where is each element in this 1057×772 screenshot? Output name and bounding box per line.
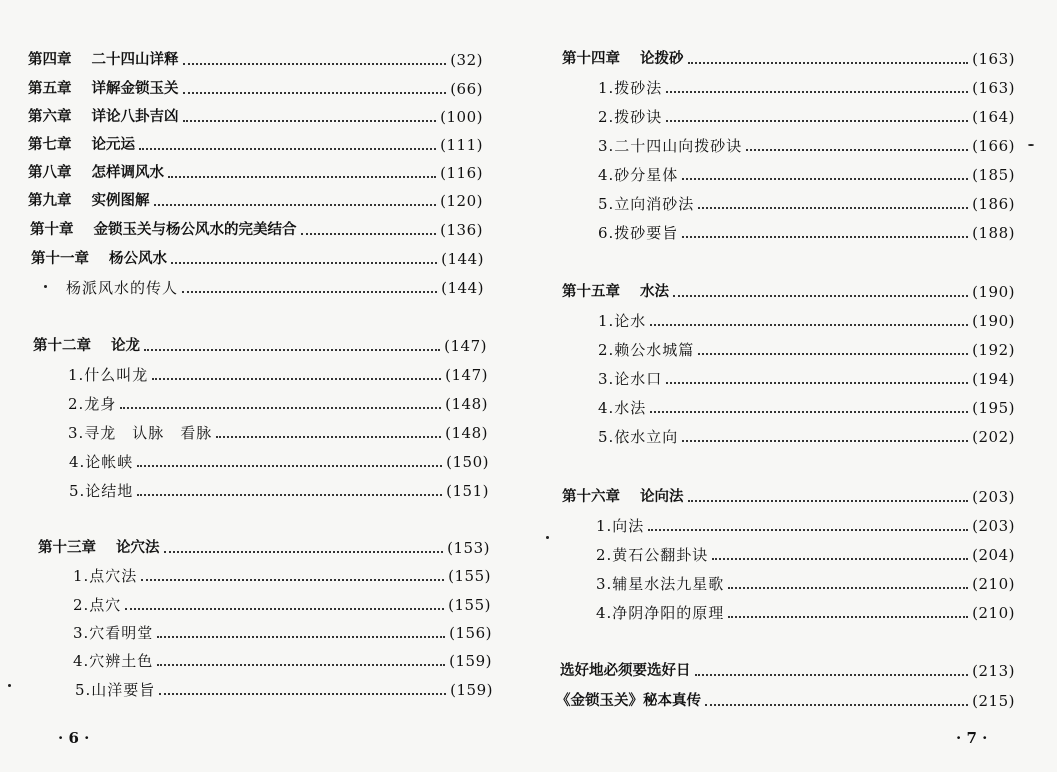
chapter-number: 第九章	[28, 193, 72, 209]
toc-subentry	[598, 130, 1015, 156]
page-number: (190)	[972, 312, 1015, 330]
scan-speck	[44, 285, 47, 288]
subentry-title: 5.立向消砂法	[598, 195, 695, 213]
subentry-title: 1.向法	[596, 517, 645, 535]
subentry-title: 2.龙身	[68, 395, 117, 413]
dot-leader	[137, 465, 442, 467]
page-number: (120)	[440, 192, 483, 210]
page-number: (210)	[972, 604, 1015, 622]
page-number: (204)	[972, 546, 1015, 564]
chapter-number: 第十三章	[38, 540, 96, 556]
chapter-number: 第五章	[28, 81, 72, 97]
toc-entry	[28, 185, 483, 211]
page-number: (136)	[440, 221, 483, 239]
chapter-title: 金锁玉关与杨公风水的完美结合	[93, 222, 297, 238]
subentry-title: 1.点穴法	[73, 567, 138, 585]
subentry-title: 1.论水	[598, 312, 647, 330]
chapter-title: 论龙	[111, 338, 140, 354]
dot-leader	[648, 529, 968, 531]
dot-leader	[144, 349, 440, 351]
page-number: (163)	[972, 79, 1015, 97]
subentry-title: 3.寻龙 认脉 看脉	[68, 424, 213, 442]
subentry-title: 2.拨砂诀	[598, 108, 663, 126]
page-number: (192)	[972, 341, 1015, 359]
toc-entry	[562, 43, 1015, 69]
page-number: (147)	[445, 366, 488, 384]
toc-entry	[560, 655, 1015, 681]
dot-leader	[688, 62, 969, 64]
toc-entry	[33, 330, 487, 356]
dot-leader	[171, 262, 437, 264]
toc-subentry	[75, 674, 493, 700]
page-number: (148)	[445, 424, 488, 442]
page-number: (151)	[446, 482, 489, 500]
page-number: (195)	[972, 399, 1015, 417]
chapter-title: 选好地必须要选好日	[560, 663, 691, 679]
subentry-title: 3.论水口	[598, 370, 663, 388]
chapter-number: 第十六章	[562, 489, 620, 505]
chapter-number: 第十四章	[562, 51, 620, 67]
chapter-title: 杨公风水	[109, 251, 167, 267]
page-number: (155)	[448, 596, 491, 614]
chapter-number: 第十五章	[562, 284, 620, 300]
right-page	[528, 0, 1057, 772]
subentry-title: 2.赖公水城篇	[598, 341, 695, 359]
toc-entry	[31, 243, 484, 269]
page-number: (194)	[972, 370, 1015, 388]
chapter-number: 第十一章	[31, 251, 89, 267]
page-number: (213)	[972, 662, 1015, 680]
dot-leader	[650, 324, 968, 326]
dot-leader	[301, 233, 437, 235]
dot-leader	[157, 664, 445, 666]
page-folio: · 6 ·	[58, 729, 90, 747]
toc-subentry	[598, 101, 1015, 127]
page-number: (185)	[972, 166, 1015, 184]
dot-leader	[182, 291, 437, 293]
dot-leader	[164, 551, 444, 553]
chapter-number: 第十二章	[33, 338, 91, 354]
toc-entry	[28, 44, 483, 70]
subentry-title: 2.黄石公翻卦诀	[596, 546, 709, 564]
page-number: (153)	[447, 539, 490, 557]
chapter-number: 第四章	[28, 52, 72, 68]
toc-subentry	[66, 272, 484, 298]
toc-subentry	[596, 539, 1015, 565]
dot-leader	[682, 178, 968, 180]
toc-subentry	[596, 568, 1015, 594]
dot-leader	[698, 353, 968, 355]
toc-entry	[28, 157, 483, 183]
subentry-title: 2.点穴	[73, 596, 122, 614]
subentry-title: 4.净阴净阳的原理	[596, 604, 725, 622]
chapter-title: 二十四山详释	[91, 52, 179, 68]
page-number: (202)	[972, 428, 1015, 446]
dot-leader	[137, 494, 442, 496]
page-number: (32)	[450, 51, 483, 69]
toc-subentry	[73, 589, 491, 615]
dot-leader	[712, 558, 968, 560]
dot-leader	[183, 92, 447, 94]
scan-speck	[8, 684, 11, 687]
subentry-title: 5.依水立向	[598, 428, 679, 446]
subentry-title: 4.砂分星体	[598, 166, 679, 184]
dot-leader	[157, 636, 445, 638]
chapter-number: 第十章	[30, 222, 74, 238]
page-folio: · 7 ·	[956, 729, 988, 747]
toc-subentry	[598, 392, 1015, 418]
toc-subentry	[68, 417, 488, 443]
toc-subentry	[596, 597, 1015, 623]
chapter-title: 怎样调风水	[91, 165, 164, 181]
page-number: (144)	[441, 250, 484, 268]
toc-subentry	[596, 510, 1015, 536]
dot-leader	[673, 295, 968, 297]
subentry-title: 6.拨砂要旨	[598, 224, 679, 242]
page-number: (150)	[446, 453, 489, 471]
subentry-title: 4.论帐峡	[69, 453, 134, 471]
chapter-title: 实例图解	[91, 193, 150, 209]
dot-leader	[120, 407, 441, 409]
page-number: (163)	[972, 50, 1015, 68]
chapter-title: 论穴法	[116, 540, 160, 556]
dot-leader	[666, 91, 968, 93]
subentry-title: 1.什么叫龙	[68, 366, 149, 384]
toc-subentry	[598, 188, 1015, 214]
chapter-title: 论拨砂	[640, 51, 684, 67]
page-number: (159)	[450, 681, 493, 699]
dot-leader	[152, 378, 441, 380]
chapter-title: 论元运	[91, 137, 135, 153]
dot-leader	[168, 176, 436, 178]
toc-entry	[28, 101, 483, 127]
toc-entry	[556, 685, 1015, 711]
dot-leader	[183, 120, 437, 122]
chapter-title: 论向法	[640, 489, 684, 505]
page-number: (100)	[440, 108, 483, 126]
left-page	[0, 0, 528, 772]
subentry-title: 3.二十四山向拨砂诀	[598, 137, 743, 155]
toc-subentry	[69, 446, 489, 472]
chapter-title: 水法	[640, 284, 669, 300]
toc-subentry	[598, 421, 1015, 447]
dot-leader	[728, 616, 968, 618]
dot-leader	[682, 440, 968, 442]
dot-leader	[728, 587, 968, 589]
subentry-title: 5.山洋要旨	[75, 681, 156, 699]
subentry-title: 4.穴辨土色	[73, 652, 154, 670]
dot-leader	[698, 207, 968, 209]
scan-speck	[1028, 144, 1034, 146]
dot-leader	[666, 382, 968, 384]
page-number: (188)	[972, 224, 1015, 242]
toc-entry	[28, 73, 483, 99]
toc-subentry	[598, 334, 1015, 360]
toc-entry	[562, 276, 1015, 302]
dot-leader	[183, 63, 447, 65]
chapter-title: 《金锁玉关》秘本真传	[556, 693, 701, 709]
chapter-number: 第八章	[28, 165, 72, 181]
dot-leader	[695, 674, 969, 676]
toc-subentry	[598, 363, 1015, 389]
dot-leader	[139, 148, 436, 150]
page-number: (111)	[440, 136, 483, 154]
toc-subentry	[598, 217, 1015, 243]
page-number: (159)	[449, 652, 492, 670]
toc-subentry	[73, 617, 492, 643]
dot-leader	[216, 436, 441, 438]
dot-leader	[682, 236, 968, 238]
dot-leader	[705, 704, 968, 706]
page-number: (155)	[448, 567, 491, 585]
toc-subentry	[73, 560, 491, 586]
toc-entry	[28, 129, 483, 155]
chapter-number: 第六章	[28, 109, 72, 125]
chapter-title: 详解金锁玉关	[91, 81, 179, 97]
dot-leader	[746, 149, 968, 151]
dot-leader	[154, 204, 437, 206]
page-number: (147)	[444, 337, 487, 355]
dot-leader	[125, 608, 444, 610]
dot-leader	[688, 500, 969, 502]
subentry-title: 1.拨砂法	[598, 79, 663, 97]
toc-subentry	[598, 72, 1015, 98]
page-number: (66)	[450, 80, 483, 98]
toc-entry	[38, 532, 490, 558]
dot-leader	[159, 693, 446, 695]
subentry-title: 3.穴看明堂	[73, 624, 154, 642]
chapter-number: 第七章	[28, 137, 72, 153]
subentry-title: 3.辅星水法九星歌	[596, 575, 725, 593]
subentry-title: 杨派风水的传人	[66, 279, 179, 297]
page-number: (190)	[972, 283, 1015, 301]
scan-speck	[546, 536, 549, 539]
page-number: (116)	[440, 164, 483, 182]
page-number: (144)	[441, 279, 484, 297]
page-number: (215)	[972, 692, 1015, 710]
page-number: (203)	[972, 488, 1015, 506]
toc-subentry	[73, 645, 492, 671]
dot-leader	[650, 411, 968, 413]
dot-leader	[141, 579, 444, 581]
toc-subentry	[68, 359, 488, 385]
toc-subentry	[598, 159, 1015, 185]
toc-entry	[30, 214, 483, 240]
toc-subentry	[598, 305, 1015, 331]
chapter-title: 详论八卦吉凶	[91, 109, 179, 125]
page-number: (210)	[972, 575, 1015, 593]
toc-subentry	[69, 475, 489, 501]
subentry-title: 5.论结地	[69, 482, 134, 500]
subentry-title: 4.水法	[598, 399, 647, 417]
page-number: (164)	[972, 108, 1015, 126]
toc-entry	[562, 481, 1015, 507]
page-number: (156)	[449, 624, 492, 642]
toc-subentry	[68, 388, 488, 414]
page-number: (186)	[972, 195, 1015, 213]
page-number: (148)	[445, 395, 488, 413]
dot-leader	[666, 120, 968, 122]
page-number: (203)	[972, 517, 1015, 535]
page-number: (166)	[972, 137, 1015, 155]
